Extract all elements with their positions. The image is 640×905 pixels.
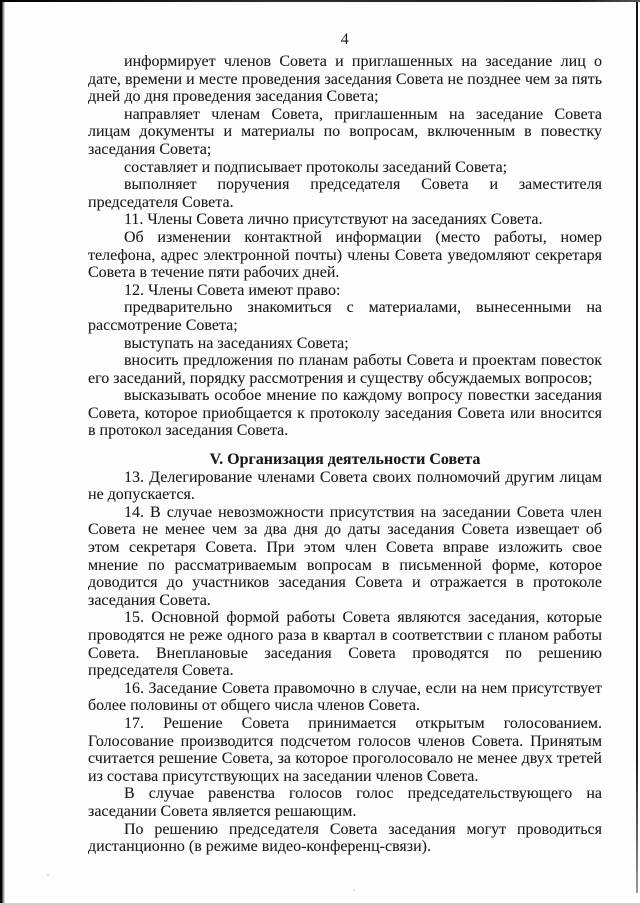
scan-speck (353, 889, 355, 891)
document-body (88, 53, 602, 856)
paragraph: 14. В случае невозможности присутствия на заседании Совета член Совета не менее чем за два дня до даты заседания Совета извещает об этом секретаря Совета. При этом член Совета вправе изложить свое мнение по рассматриваемым вопросам в письменной форме, которое доводится до участников заседания Совета и отражается в протоколе заседания Совета. (88, 503, 602, 609)
scan-border-top (0, 0, 640, 2)
paragraph: По решению председателя Совета заседания могут проводиться дистанционно (в режиме видео-конференц-связи). (88, 820, 602, 856)
paragraph: 17. Решение Совета принимается открытым голосованием. Голосование производится подсчетом голосов членов Совета. Принятым считается решение Совета, за которое проголосовало не менее двух третей из состава присутствующих на заседании членов Совета. (88, 714, 602, 785)
scan-border-left (0, 0, 5, 905)
paragraph: вносить предложения по планам работы Совета и проектам повесток его заседаний, порядку рассмотрения и существу обсуждаемых вопросов; (88, 352, 602, 387)
paragraph: информирует членов Совета и приглашенных на заседание лиц о дате, времени и месте проведения заседания Совета не позднее чем за пять дней до дня проведения заседания Совета; (88, 53, 602, 106)
paragraph: выступать на заседаниях Совета; (124, 334, 349, 352)
scan-speck (47, 874, 49, 876)
paragraph: В случае равенства голосов голос председательствующего на заседании Совета является решающим. (88, 785, 602, 820)
paragraph: направляет членам Совета, приглашенным на заседание Совета лицам документы и материалы по вопросам, включенным в повестку заседания Совета; (88, 105, 602, 158)
scan-border-right (636, 0, 638, 893)
paragraph: 16. Заседание Совета правомочно в случае, если на нем присутствует более половины от общего числа членов Совета. (88, 679, 602, 715)
section-heading: V. Организация деятельности Совета (209, 451, 481, 469)
paragraph: Об изменении контактной информации (место работы, номер телефона, адрес электронной почты) члены Совета уведомляют секретаря Совета в течение пяти рабочих дней. (88, 228, 602, 282)
page-number: 4 (340, 31, 350, 48)
paragraph: составляет и подписывает протоколы заседаний Совета; (124, 158, 508, 176)
paragraph: 13. Делегирование членами Совета своих полномочий другим лицам не допускается. (88, 468, 602, 504)
paragraph: 11. Члены Совета лично присутствуют на заседаниях Совета. (124, 211, 543, 229)
paragraph: высказывать особое мнение по каждому вопросу повестки заседания Совета, которое приобщается к протоколу заседания Совета или вносится в протокол заседания Совета. (88, 387, 602, 440)
paragraph: предварительно знакомиться с материалами, вынесенными на рассмотрение Совета; (88, 299, 602, 334)
paragraph: 12. Члены Совета имеют право: (124, 281, 341, 299)
paragraph: выполняет поручения председателя Совета и заместителя председателя Совета. (88, 176, 602, 211)
paragraph: 15. Основной формой работы Совета являются заседания, которые проводятся не реже одного раза в квартал в соответствии с планом работы Совета. Внеплановые заседания Совета проводятся по решению председателя Совета. (88, 609, 602, 680)
